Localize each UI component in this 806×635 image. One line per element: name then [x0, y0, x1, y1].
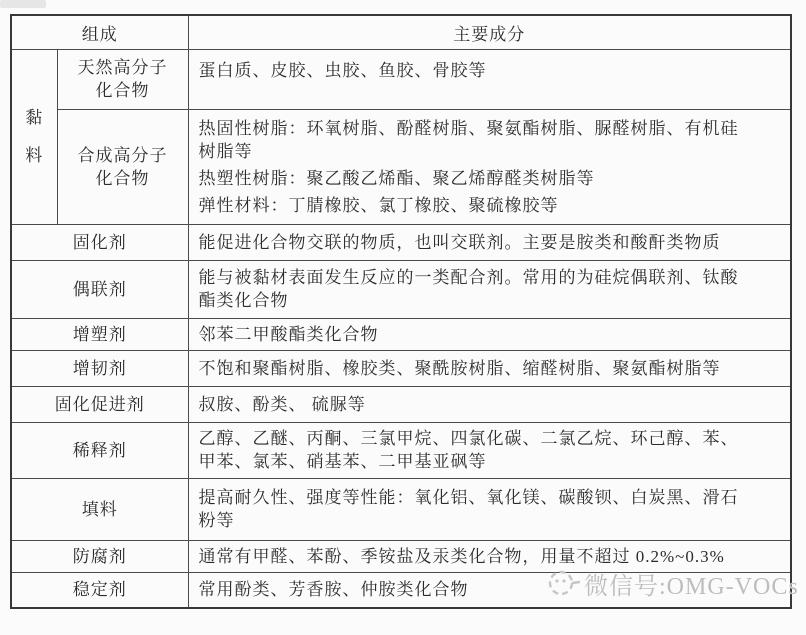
plasticizer-content-cell — [188, 318, 791, 350]
stabilizer-content-cell — [188, 572, 791, 608]
natural-polymer-label-cell — [57, 49, 188, 109]
curing-agent-content-cell — [188, 224, 791, 260]
cure-accelerator-content: 叔胺、酚类、 硫脲等 — [198, 394, 366, 414]
header-row — [11, 15, 791, 49]
binder-label: 黏料 — [25, 107, 44, 165]
binder-label-cell — [11, 49, 57, 224]
curing-agent-label: 固化剂 — [11, 224, 188, 260]
natural-polymer-label: 天然高分子化合物 — [77, 58, 168, 100]
synthetic-polymer-content-cell — [188, 109, 791, 224]
row-curing-agent — [11, 224, 791, 260]
plasticizer-label: 增塑剂 — [11, 318, 188, 350]
coupling-agent-content-cell — [188, 260, 791, 318]
row-plasticizer — [11, 318, 791, 350]
elastic-materials-line: 弹性材料：丁腈橡胶、氯丁橡胶、聚硫橡胶等 — [198, 195, 559, 215]
toughener-label: 增韧剂 — [11, 350, 188, 386]
toughener-content: 不饱和聚酯树脂、橡胶类、聚酰胺树脂、缩醛树脂、聚氨酯树脂等 — [198, 358, 721, 378]
coupling-agent-label: 偶联剂 — [11, 260, 188, 318]
preservative-content: 通常有甲醛、苯酚、季铵盐及汞类化合物，用量不超过 0.2%~0.3% — [198, 546, 725, 566]
row-cure-accelerator — [11, 386, 791, 422]
filler-label: 填料 — [11, 478, 188, 540]
row-toughener — [11, 350, 791, 386]
preservative-content-cell — [188, 540, 791, 572]
row-preservative — [11, 540, 791, 572]
synthetic-polymer-label-cell — [57, 109, 188, 224]
diluent-label: 稀释剂 — [11, 422, 188, 478]
filler-content: 提高耐久性、强度等性能：氧化铝、氧化镁、碳酸钡、白炭黑、滑石粉等 — [198, 488, 739, 530]
curing-agent-content: 能促进化合物交联的物质，也叫交联剂。主要是胺类和酸酐类物质 — [198, 232, 721, 252]
filler-content-cell — [188, 478, 791, 540]
stabilizer-content: 常用酚类、芳香胺、仲胺类化合物 — [198, 580, 469, 600]
header-main-components: 主要成分 — [188, 15, 791, 49]
thermoplastic-resins-line: 热塑性树脂：聚乙酸乙烯酯、聚乙烯醇醛类树脂等 — [198, 168, 595, 188]
toughener-content-cell — [188, 350, 791, 386]
row-synthetic-polymer — [11, 109, 791, 224]
natural-polymer-content: 蛋白质、皮胶、虫胶、鱼胶、骨胶等 — [198, 60, 487, 80]
scan-artifact — [0, 0, 46, 8]
plasticizer-content: 邻苯二甲酸酯类化合物 — [198, 324, 379, 344]
diluent-content-cell — [188, 422, 791, 478]
thermoset-resins-line: 热固性树脂：环氧树脂、酚醛树脂、聚氨酯树脂、脲醛树脂、有机硅树脂等 — [198, 118, 739, 161]
row-coupling-agent — [11, 260, 791, 318]
coupling-agent-content: 能与被黏材表面发生反应的一类配合剂。常用的为硅烷偶联剂、钛酸酯类化合物 — [198, 268, 739, 310]
watermark-text: 微信号:OMG-VOCs — [584, 573, 799, 600]
row-diluent — [11, 422, 791, 478]
cure-accelerator-content-cell — [188, 386, 791, 422]
adhesive-components-table — [10, 14, 792, 609]
synthetic-polymer-label: 合成高分子化合物 — [77, 145, 168, 188]
header-composition: 组成 — [11, 15, 188, 49]
diluent-content: 乙醇、乙醚、丙酮、三氯甲烷、四氯化碳、二氯乙烷、环己醇、苯、甲苯、氯苯、硝基苯、二甲基亚砜等 — [198, 429, 739, 471]
preservative-label: 防腐剂 — [11, 540, 188, 572]
row-filler — [11, 478, 791, 540]
row-natural-polymer — [11, 49, 791, 109]
stabilizer-label: 稳定剂 — [11, 572, 188, 608]
row-stabilizer — [11, 572, 791, 608]
cure-accelerator-label: 固化促进剂 — [11, 386, 188, 422]
natural-polymer-content-cell — [188, 49, 791, 109]
